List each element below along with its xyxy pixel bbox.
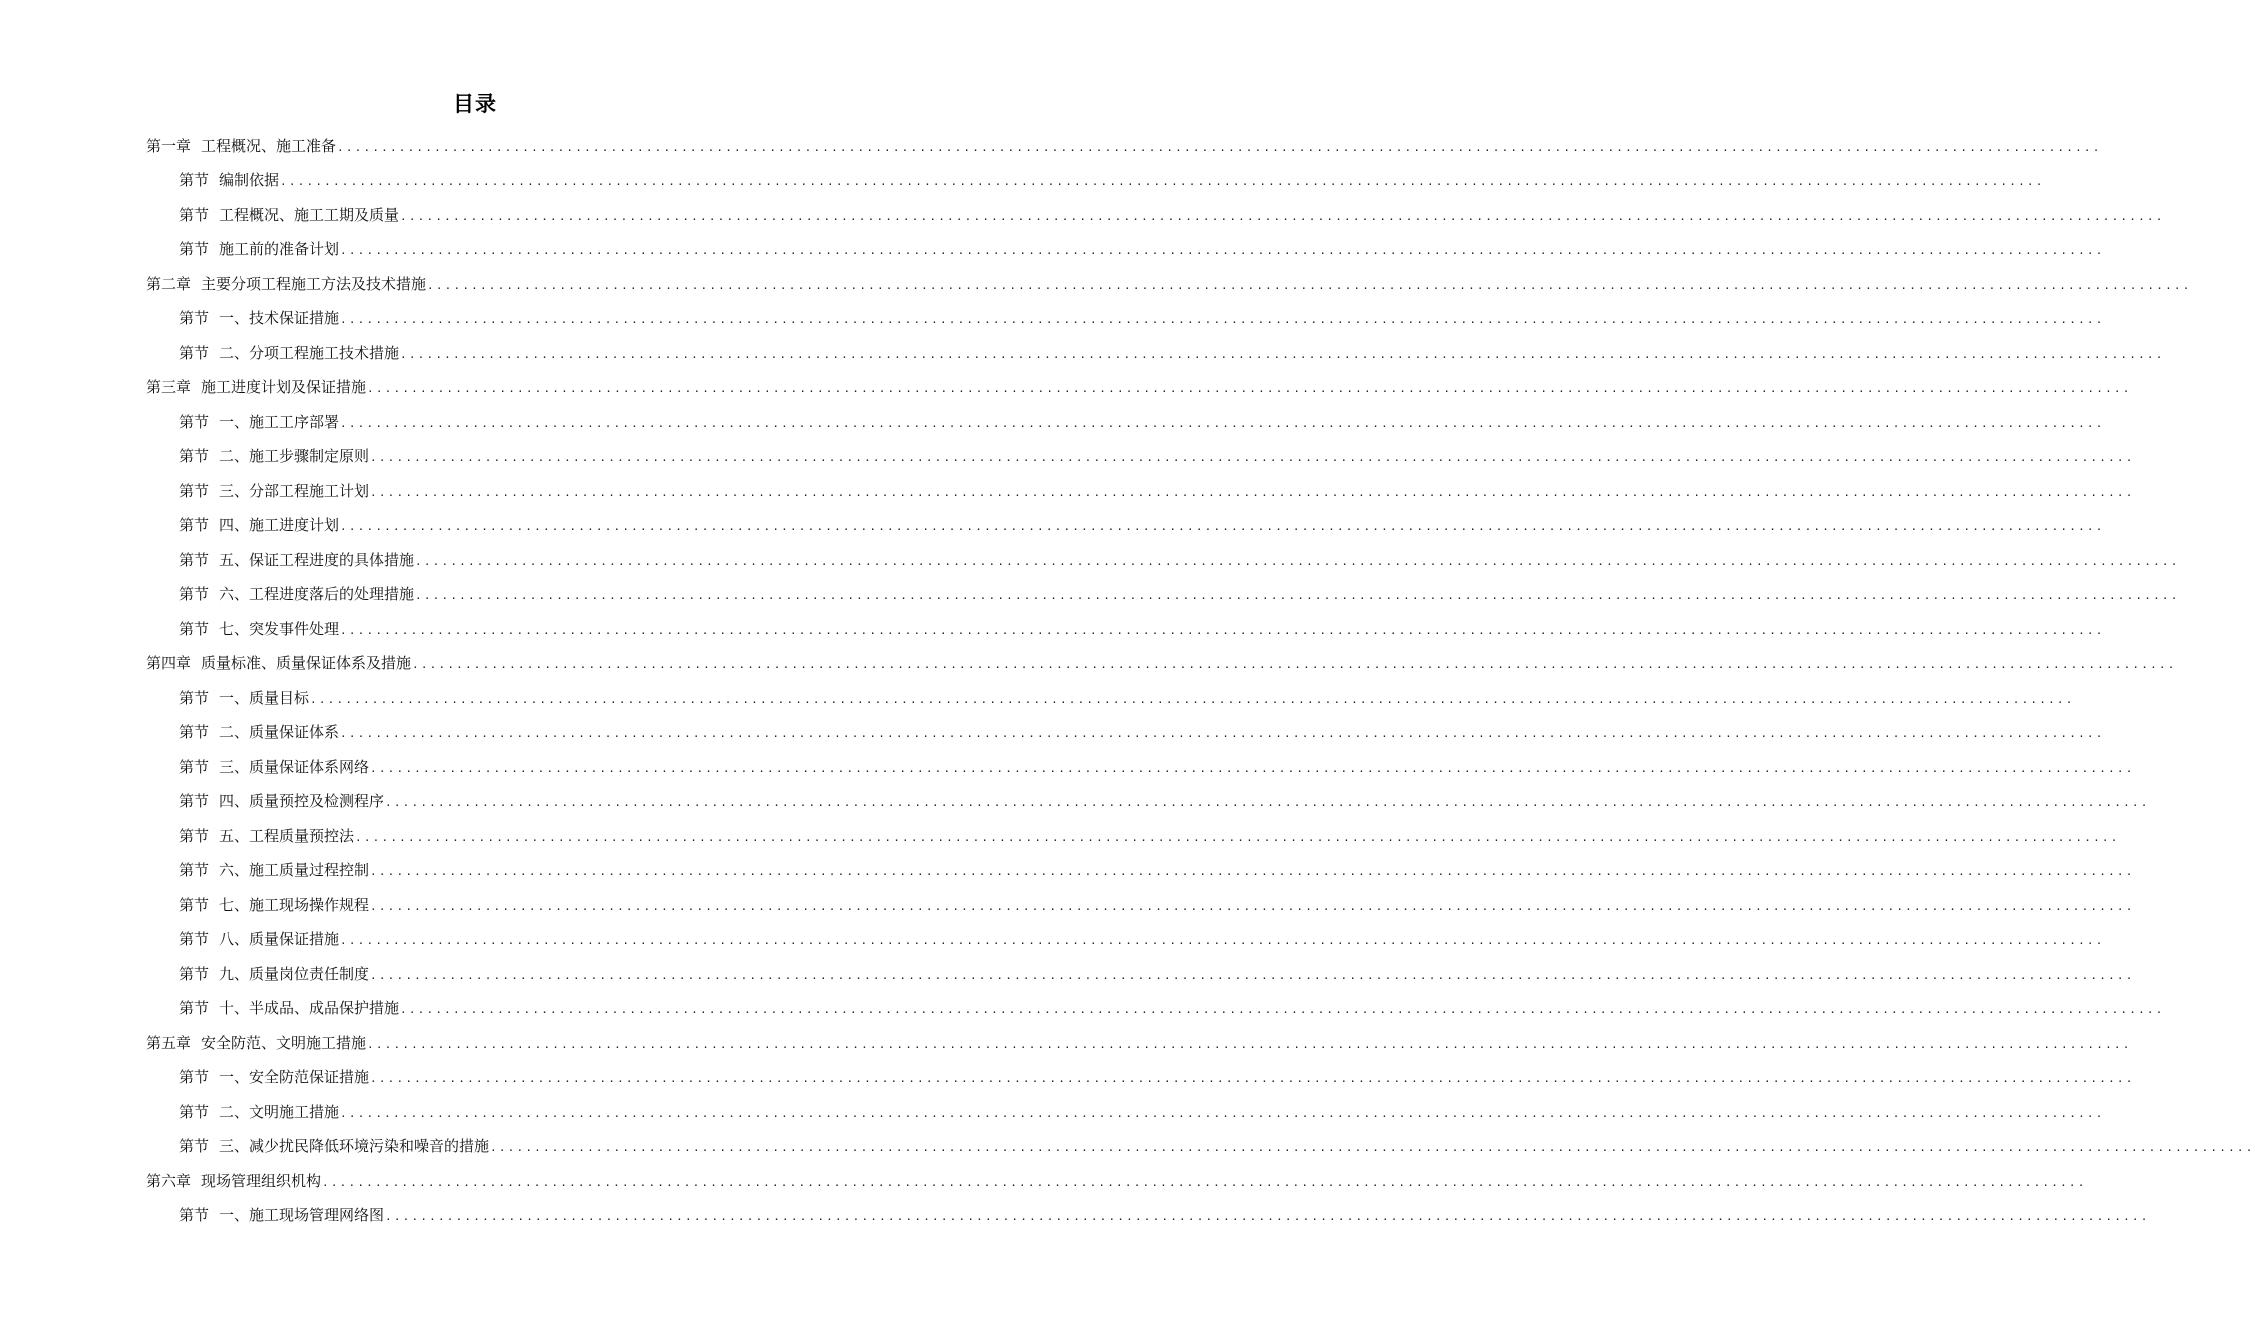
toc-entry-label: 施工前的准备计划 xyxy=(219,240,340,258)
toc-entry-label: 主要分项工程施工方法及技术措施 xyxy=(201,274,427,293)
toc-entry-prefix: 第节 xyxy=(179,1068,210,1086)
toc-entry-prefix: 第五章 xyxy=(146,1033,192,1052)
toc-dot-leader: ........................................................................................................................................................................................................ xyxy=(340,1106,2105,1120)
toc-entry-prefix: 第节 xyxy=(179,343,210,362)
toc-entry-label: 现场管理组织机构 xyxy=(201,1171,322,1190)
toc-section-entry[interactable] xyxy=(179,163,2045,197)
toc-entry-prefix: 第节 xyxy=(179,619,210,638)
toc-entry-label: 质量标准、质量保证体系及措施 xyxy=(201,654,412,672)
toc-entry-prefix: 第节 xyxy=(179,171,210,189)
toc-section-entry[interactable] xyxy=(179,301,2105,335)
toc-entry-label: 四、施工进度计划 xyxy=(219,516,340,534)
toc-entry-label: 编制依据 xyxy=(219,171,280,189)
toc-dot-leader: ........................................................................................................................................................................................................ xyxy=(370,865,2135,878)
toc-dot-leader: ........................................................................................................................................................................................................ xyxy=(340,934,2105,947)
toc-section-entry[interactable] xyxy=(179,922,2105,956)
toc-entry-prefix: 第六章 xyxy=(146,1171,192,1190)
toc-dot-leader: ........................................................................................................................................................................................................ xyxy=(355,830,2120,844)
toc-dot-leader: ........................................................................................................................................................................................................ xyxy=(367,382,2132,395)
toc-title: 目录 xyxy=(453,92,497,116)
toc-entry-prefix: 第节 xyxy=(179,723,210,741)
toc-dot-leader: ........................................................................................................................................................................................................ xyxy=(400,347,2165,361)
toc-entry-label: 一、安全防范保证措施 xyxy=(219,1068,370,1086)
toc-dot-leader: ........................................................................................................................................................................................................ xyxy=(340,520,2105,533)
toc-entry-label: 工程概况、施工工期及质量 xyxy=(219,205,400,224)
toc-entry-label: 二、质量保证体系 xyxy=(219,723,340,741)
toc-section-entry[interactable] xyxy=(179,956,2135,990)
toc-entry-label: 一、施工现场管理网络图 xyxy=(219,1206,385,1224)
toc-entry-prefix: 第节 xyxy=(179,447,210,465)
toc-dot-leader: ........................................................................................................................................................................................................ xyxy=(427,278,2192,292)
toc-chapter-entry[interactable] xyxy=(146,266,2192,300)
toc-entry-label: 施工进度计划及保证措施 xyxy=(201,378,367,396)
toc-entry-label: 一、质量目标 xyxy=(219,688,310,707)
toc-dot-leader: ........................................................................................................................................................................................................ xyxy=(370,451,2135,464)
toc-chapter-entry[interactable] xyxy=(146,1025,2132,1059)
toc-entry-prefix: 第节 xyxy=(179,585,210,603)
toc-section-entry[interactable] xyxy=(179,1094,2105,1128)
toc-section-entry[interactable] xyxy=(179,197,2165,231)
toc-section-entry[interactable] xyxy=(179,577,2180,611)
toc-entry-label: 工程概况、施工准备 xyxy=(201,136,337,155)
toc-section-entry[interactable] xyxy=(179,1060,2135,1094)
toc-section-entry[interactable] xyxy=(179,784,2150,818)
toc-entry-prefix: 第一章 xyxy=(146,136,192,155)
toc-entry-prefix: 第节 xyxy=(179,309,210,327)
toc-entry-prefix: 第节 xyxy=(179,861,210,879)
toc-entry-label: 安全防范、文明施工措施 xyxy=(201,1033,367,1052)
toc-dot-leader: ........................................................................................................................................................................................................ xyxy=(370,761,2135,775)
toc-entry-prefix: 第节 xyxy=(179,688,210,707)
toc-entry-label: 一、施工工序部署 xyxy=(219,412,340,431)
toc-dot-leader: ........................................................................................................................................................................................................ xyxy=(337,140,2102,154)
toc-dot-leader: ........................................................................................................................................................................................................ xyxy=(322,1175,2087,1189)
toc-entry-label: 三、减少扰民降低环境污染和噪音的措施 xyxy=(219,1137,490,1155)
toc-entry-prefix: 第节 xyxy=(179,516,210,534)
toc-entry-label: 四、质量预控及检测程序 xyxy=(219,792,385,810)
toc-entry-prefix: 第节 xyxy=(179,930,210,948)
toc-chapter-entry[interactable] xyxy=(146,128,2102,162)
toc-dot-leader: ........................................................................................................................................................................................................ xyxy=(385,1210,2150,1223)
toc-dot-leader: ........................................................................................................................................................................................................ xyxy=(340,313,2105,326)
toc-entry-prefix: 第节 xyxy=(179,412,210,431)
toc-dot-leader: ........................................................................................................................................................................................................ xyxy=(280,175,2045,188)
toc-entry-label: 七、施工现场操作规程 xyxy=(219,895,370,914)
toc-entry-prefix: 第节 xyxy=(179,1102,210,1121)
toc-entry-prefix: 第节 xyxy=(179,205,210,224)
toc-entry-prefix: 第节 xyxy=(179,550,210,569)
toc-dot-leader: ........................................................................................................................................................................................................ xyxy=(400,209,2165,223)
toc-dot-leader: ........................................................................................................................................................................................................ xyxy=(340,727,2105,740)
toc-dot-leader: ........................................................................................................................................................................................................ xyxy=(310,692,2075,706)
toc-dot-leader: ........................................................................................................................................................................................................ xyxy=(412,658,2177,671)
toc-entry-prefix: 第节 xyxy=(179,1137,210,1155)
toc-entry-label: 五、保证工程进度的具体措施 xyxy=(219,550,415,569)
toc-dot-leader: ........................................................................................................................................................................................................ xyxy=(367,1037,2132,1051)
toc-dot-leader: ........................................................................................................................................................................................................ xyxy=(385,796,2150,809)
toc-section-entry[interactable] xyxy=(179,853,2135,887)
toc-entry-label: 三、分部工程施工计划 xyxy=(219,481,370,500)
toc-chapter-entry[interactable] xyxy=(146,646,2177,680)
toc-section-entry[interactable] xyxy=(179,715,2105,749)
toc-entry-label: 一、技术保证措施 xyxy=(219,309,340,327)
toc-section-entry[interactable] xyxy=(179,1129,2255,1163)
toc-section-entry[interactable] xyxy=(179,232,2105,266)
toc-entry-prefix: 第节 xyxy=(179,826,210,845)
toc-section-entry[interactable] xyxy=(179,611,2105,645)
toc-chapter-entry[interactable] xyxy=(146,1163,2087,1197)
toc-section-entry[interactable] xyxy=(179,680,2075,714)
toc-section-entry[interactable] xyxy=(179,439,2135,473)
toc-entry-label: 二、文明施工措施 xyxy=(219,1102,340,1121)
toc-entry-label: 二、施工步骤制定原则 xyxy=(219,447,370,465)
toc-dot-leader: ........................................................................................................................................................................................................ xyxy=(415,589,2180,602)
toc-section-entry[interactable] xyxy=(179,991,2165,1025)
toc-section-entry[interactable] xyxy=(179,749,2135,783)
toc-entry-label: 五、工程质量预控法 xyxy=(219,826,355,845)
toc-entry-label: 八、质量保证措施 xyxy=(219,930,340,948)
toc-entry-prefix: 第节 xyxy=(179,240,210,258)
toc-section-entry[interactable] xyxy=(179,404,2105,438)
toc-dot-leader: ........................................................................................................................................................................................................ xyxy=(340,244,2105,257)
toc-entry-prefix: 第节 xyxy=(179,757,210,776)
toc-dot-leader: ........................................................................................................................................................................................................ xyxy=(490,1141,2255,1154)
toc-dot-leader: ........................................................................................................................................................................................................ xyxy=(370,968,2135,982)
toc-entry-label: 七、突发事件处理 xyxy=(219,619,340,638)
toc-entry-label: 六、工程进度落后的处理措施 xyxy=(219,585,415,603)
toc-dot-leader: ........................................................................................................................................................................................................ xyxy=(370,899,2135,913)
toc-entry-label: 三、质量保证体系网络 xyxy=(219,757,370,776)
toc-dot-leader: ........................................................................................................................................................................................................ xyxy=(400,1003,2165,1016)
toc-entry-prefix: 第节 xyxy=(179,895,210,914)
toc-entry-label: 二、分项工程施工技术措施 xyxy=(219,343,400,362)
toc-entry-prefix: 第二章 xyxy=(146,274,192,293)
toc-chapter-entry[interactable] xyxy=(146,370,2132,404)
toc-section-entry[interactable] xyxy=(179,542,2180,576)
toc-dot-leader: ........................................................................................................................................................................................................ xyxy=(340,623,2105,637)
toc-dot-leader: ........................................................................................................................................................................................................ xyxy=(415,554,2180,568)
toc-dot-leader: ........................................................................................................................................................................................................ xyxy=(370,485,2135,499)
toc-section-entry[interactable] xyxy=(179,473,2135,507)
toc-entry-prefix: 第节 xyxy=(179,792,210,810)
toc-entry-prefix: 第三章 xyxy=(146,378,192,396)
toc-entry-prefix: 第四章 xyxy=(146,654,192,672)
toc-entry-prefix: 第节 xyxy=(179,1206,210,1224)
toc-section-entry[interactable] xyxy=(179,887,2135,921)
toc-entry-prefix: 第节 xyxy=(179,481,210,500)
toc-entry-label: 十、半成品、成品保护措施 xyxy=(219,999,400,1017)
toc-dot-leader: ........................................................................................................................................................................................................ xyxy=(370,1072,2135,1085)
toc-section-entry[interactable] xyxy=(179,818,2120,852)
toc-entry-label: 九、质量岗位责任制度 xyxy=(219,964,370,983)
toc-dot-leader: ........................................................................................................................................................................................................ xyxy=(340,416,2105,430)
toc-section-entry[interactable] xyxy=(179,335,2165,369)
toc-entry-label: 六、施工质量过程控制 xyxy=(219,861,370,879)
toc-entry-prefix: 第节 xyxy=(179,999,210,1017)
toc-section-entry[interactable] xyxy=(179,508,2105,542)
toc-section-entry[interactable] xyxy=(179,1198,2150,1232)
toc-entry-prefix: 第节 xyxy=(179,964,210,983)
